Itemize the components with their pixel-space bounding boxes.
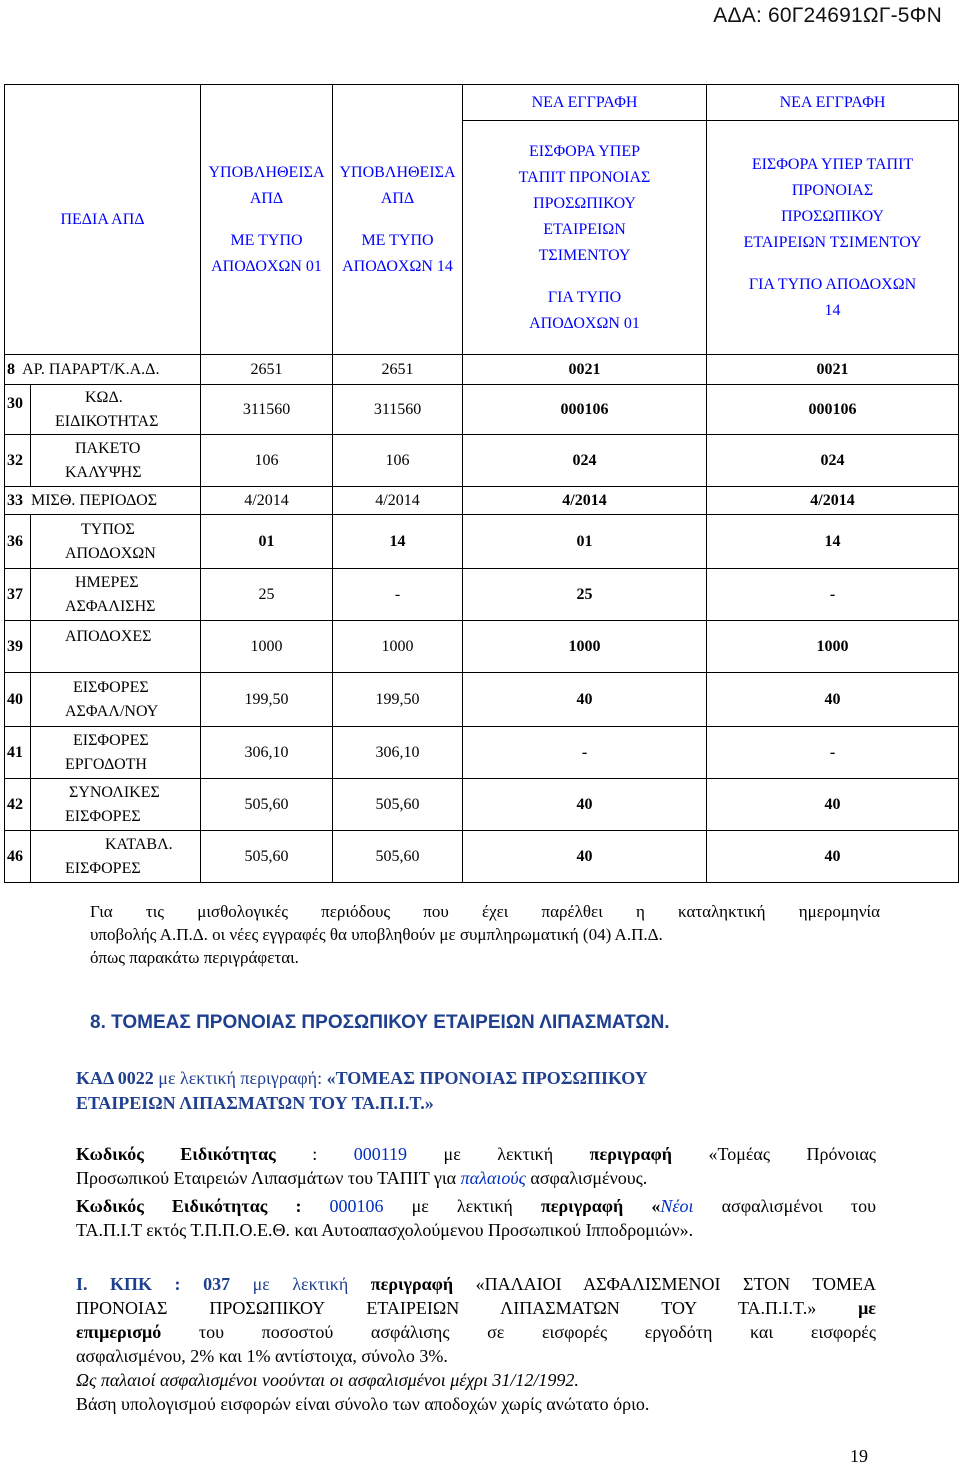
table-row: 8 ΑΡ. ΠΑΡΑΡΤ/Κ.Α.Δ. 2651 2651 0021 0021 [5,355,959,385]
table-row: 30 ΚΩΔ. ΕΙΔΙΚΟΤΗΤΑΣ 311560 311560 000106 000106 [5,385,959,435]
specialty-code-119: Κωδικός Ειδικότητας : 000119 με λεκτική περιγραφή «Τομέας Πρόνοιας Προσωπικού Εταιρειών Λιπασμάτων του ΤΑΠΙΤ για παλαιούς ασφαλισμένους. [76,1144,877,1188]
table-row: 36 ΤΥΠΟΣ ΑΠΟΔΟΧΩΝ 01 14 01 14 [5,515,959,569]
table-row: 33 ΜΙΣΘ. ΠΕΡΙΟΔΟΣ 4/2014 4/2014 4/2014 4/2014 [5,487,959,515]
header-fields-apd: ΠΕΔΙΑ ΑΠΔ [5,85,201,355]
kad-paragraph: ΚΑΔ 0022 με λεκτική περιγραφή: «ΤΟΜΕΑΣ ΠΡΟΝΟΙΑΣ ΠΡΟΣΩΠΙΚΟΥ ΕΤΑΙΡΕΙΩΝ ΛΙΠΑΣΜΑΤΩΝ ΤΟΥ ΤΑ.Π.Ι.Τ.» [76,1068,648,1113]
header-new-entry-14: ΝΕΑ ΕΓΓΡΑΦΗ [707,85,959,121]
table-row: 40 ΕΙΣΦΟΡΕΣ ΑΣΦΑΛ/ΝΟΥ 199,50 199,50 40 40 [5,673,959,727]
section-8-title: 8. ΤΟΜΕΑΣ ΠΡΟΝΟΙΑΣ ΠΡΟΣΩΠΙΚΟΥ ΕΤΑΙΡΕΙΩΝ ΛΙΠΑΣΜΑΤΩΝ. [90,1012,670,1033]
specialty-code-106: Κωδικός Ειδικότητας : 000106 με λεκτική περιγραφή «Νέοι ασφαλισμένοι του ΤΑ.Π.Ι.Τ εκτός Τ.Π.Π.Ο.Ε.Θ. και Αυτοαπασχολούμενου Προσωπικού Ιπποδρομιών». [76,1196,876,1240]
header-submitted-01: ΥΠΟΒΛΗΘΕΙΣΑ ΑΠΔ ΜΕ ΤΥΠΟ ΑΠΟΔΟΧΩΝ 01 [201,85,333,355]
table-row: 46 ΚΑΤΑΒΛ. ΕΙΣΦΟΡΕΣ 505,60 505,60 40 40 [5,831,959,883]
header-contribution-01: ΕΙΣΦΟΡΑ ΥΠΕΡ ΤΑΠΙΤ ΠΡΟΝΟΙΑΣ ΠΡΟΣΩΠΙΚΟΥ ΕΤΑΙΡΕΙΩΝ ΤΣΙΜΕΝΤΟΥ ΓΙΑ ΤΥΠΟ ΑΠΟΔΟΧΩΝ 01 [463,121,707,355]
ada-header: ΑΔΑ: 60Γ24691ΩΓ-5ΦΝ [713,4,942,27]
header-contribution-14: ΕΙΣΦΟΡΑ ΥΠΕΡ ΤΑΠΙΤ ΠΡΟΝΟΙΑΣ ΠΡΟΣΩΠΙΚΟΥ ΕΤΑΙΡΕΙΩΝ ΤΣΙΜΕΝΤΟΥ ΓΙΑ ΤΥΠΟ ΑΠΟΔΟΧΩΝ 14 [707,121,959,355]
table-row: 42 ΣΥΝΟΛΙΚΕΣ ΕΙΣΦΟΡΕΣ 505,60 505,60 40 40 [5,779,959,831]
table-row: 32 ΠΑΚΕΤΟ ΚΑΛΥΨΗΣ 106 106 024 024 [5,435,959,487]
header-new-entry-01: ΝΕΑ ΕΓΓΡΑΦΗ [463,85,707,121]
page-number: 19 [850,1446,868,1466]
table-row: 39 ΑΠΟΔΟΧΕΣ 1000 1000 1000 1000 [5,621,959,673]
table-row: 41 ΕΙΣΦΟΡΕΣ ΕΡΓΟΔΟΤΗ 306,10 306,10 - - [5,727,959,779]
note-paragraph: Για τις μισθολογικές περιόδους που έχει παρέλθει η καταληκτική ημερομηνία υποβολής Α.Π.Δ. οι νέες εγγραφές θα υποβληθούν με συμπληρωματική (04) Α.Π.Δ. όπως παρακάτω περιγράφεται. [90,902,880,967]
table-row: 37 ΗΜΕΡΕΣ ΑΣΦΑΛΙΣΗΣ 25 - 25 - [5,569,959,621]
apd-fields-table [4,84,959,883]
header-submitted-14: ΥΠΟΒΛΗΘΕΙΣΑ ΑΠΔ ΜΕ ΤΥΠΟ ΑΠΟΔΟΧΩΝ 14 [333,85,463,355]
table-header-top-row [5,85,959,121]
kpk-paragraph: Ι. ΚΠΚ : 037 με λεκτική περιγραφή «ΠΑΛΑΙΟΙ ΑΣΦΑΛΙΣΜΕΝΟΙ ΣΤΟΝ ΤΟΜΕΑ ΠΡΟΝΟΙΑΣ ΠΡΟΣΩΠΙΚΟΥ ΕΤΑΙΡΕΙΩΝ ΛΙΠΑΣΜΑΤΩΝ ΤΟΥ ΤΑ.Π.Ι.Τ.» με επιμερισμό του ποσοστού ασφάλισης σε εισφορές εργοδότη και εισφορές ασφαλισμένου, 2% και 1% αντίστοιχα, σύνολο 3%. Ως παλαιοί ασφαλισμένοι νοούνται οι ασφαλισμένοι μέχρι 31/12/1992. Βάση υπολογισμού εισφορών είναι σύνολο των αποδοχών χωρίς ανώτατο όριο. [76,1274,876,1414]
